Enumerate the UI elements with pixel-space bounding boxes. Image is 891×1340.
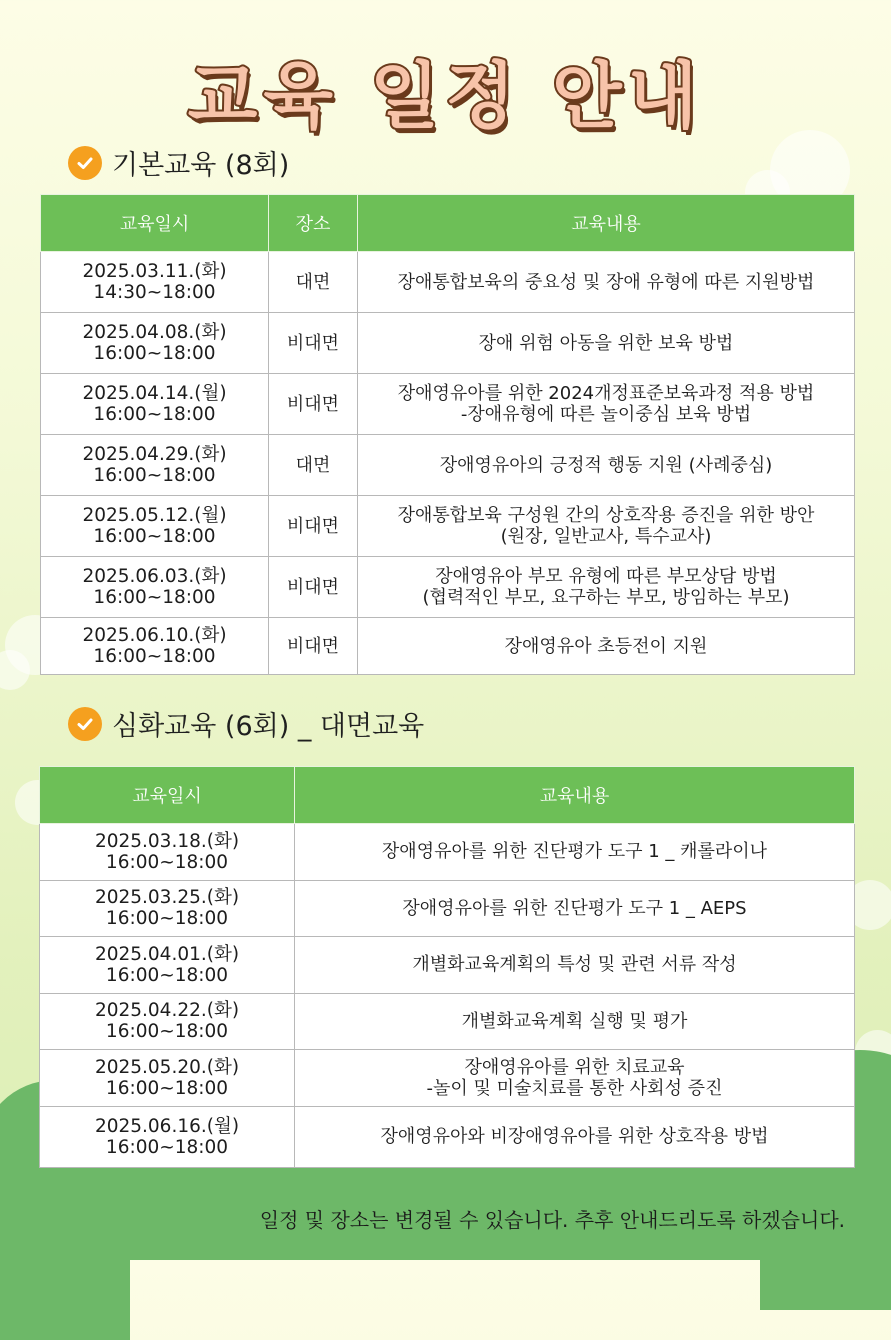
date-cell: 2025.04.14.(월) 16:00~18:00 [41,374,269,435]
date-cell: 2025.03.18.(화) 16:00~18:00 [40,824,295,881]
content-cell: 장애영유아 초등전이 지원 [358,618,855,675]
place-cell: 비대면 [269,618,358,675]
table-header-row [41,195,855,252]
table-row [41,557,855,618]
date-cell: 2025.06.03.(화) 16:00~18:00 [41,557,269,618]
content-cell: 장애영유아 부모 유형에 따른 부모상담 방법 (협력적인 부모, 요구하는 부모, 방임하는 부모) [358,557,855,618]
place-cell: 비대면 [269,313,358,374]
place-cell: 대면 [269,435,358,496]
content-cell: 장애영유아를 위한 2024개정표준보육과정 적용 방법 -장애유형에 따른 놀이중심 보육 방법 [358,374,855,435]
basic-section-heading [68,143,289,182]
basic-schedule-table [40,194,855,675]
content-cell: 장애영유아를 위한 진단평가 도구 1 _ 캐롤라이나 [295,824,855,881]
column-header-date: 교육일시 [40,767,295,824]
place-cell: 비대면 [269,374,358,435]
column-header-content: 교육내용 [358,195,855,252]
place-cell: 비대면 [269,557,358,618]
column-header-date: 교육일시 [41,195,269,252]
content-cell: 장애통합보육 구성원 간의 상호작용 증진을 위한 방안 (원장, 일반교사, 특수교사) [358,496,855,557]
advanced-section-heading [68,704,424,743]
table-row [41,374,855,435]
table-row [40,1050,855,1107]
table-row [40,937,855,994]
content-cell: 개별화교육계획 실행 및 평가 [295,993,855,1050]
table-row [41,313,855,374]
place-cell: 대면 [269,252,358,313]
date-cell: 2025.04.29.(화) 16:00~18:00 [41,435,269,496]
table-row [41,496,855,557]
advanced-schedule-table [39,766,855,1168]
table-row [40,993,855,1050]
table-row [40,1106,855,1167]
column-header-content: 교육내용 [295,767,855,824]
date-cell: 2025.06.10.(화) 16:00~18:00 [41,618,269,675]
check-icon [68,146,102,180]
table-row [41,618,855,675]
advanced-heading-text: 심화교육 (6회) _ 대면교육 [112,711,425,742]
date-cell: 2025.06.16.(월) 16:00~18:00 [40,1106,295,1167]
column-header-place: 장소 [269,195,358,252]
content-cell: 장애영유아를 위한 치료교육 -놀이 및 미술치료를 통한 사회성 증진 [295,1050,855,1107]
place-cell: 비대면 [269,496,358,557]
table-row [41,435,855,496]
table-header-row [40,767,855,824]
date-cell: 2025.04.01.(화) 16:00~18:00 [40,937,295,994]
content-cell: 장애영유아를 위한 진단평가 도구 1 _ AEPS [295,880,855,937]
table-row [41,252,855,313]
content-cell: 장애통합보육의 중요성 및 장애 유형에 따른 지원방법 [358,252,855,313]
table-row [40,880,855,937]
table-row [40,824,855,881]
check-icon [68,707,102,741]
date-cell: 2025.04.08.(화) 16:00~18:00 [41,313,269,374]
date-cell: 2025.05.20.(화) 16:00~18:00 [40,1050,295,1107]
content-cell: 장애 위험 아동을 위한 보육 방법 [358,313,855,374]
content-cell: 장애영유아와 비장애영유아를 위한 상호작용 방법 [295,1106,855,1167]
date-cell: 2025.04.22.(화) 16:00~18:00 [40,993,295,1050]
page-title: 교육 일정 안내 [187,54,704,138]
date-cell: 2025.03.11.(화) 14:30~18:00 [41,252,269,313]
date-cell: 2025.05.12.(월) 16:00~18:00 [41,496,269,557]
content-cell: 개별화교육계획의 특성 및 관련 서류 작성 [295,937,855,994]
footer-notice: 일정 및 장소는 변경될 수 있습니다. 추후 안내드리도록 하겠습니다. [259,1208,845,1232]
content-cell: 장애영유아의 긍정적 행동 지원 (사례중심) [358,435,855,496]
date-cell: 2025.03.25.(화) 16:00~18:00 [40,880,295,937]
basic-heading-text: 기본교육 (8회) [112,150,290,181]
